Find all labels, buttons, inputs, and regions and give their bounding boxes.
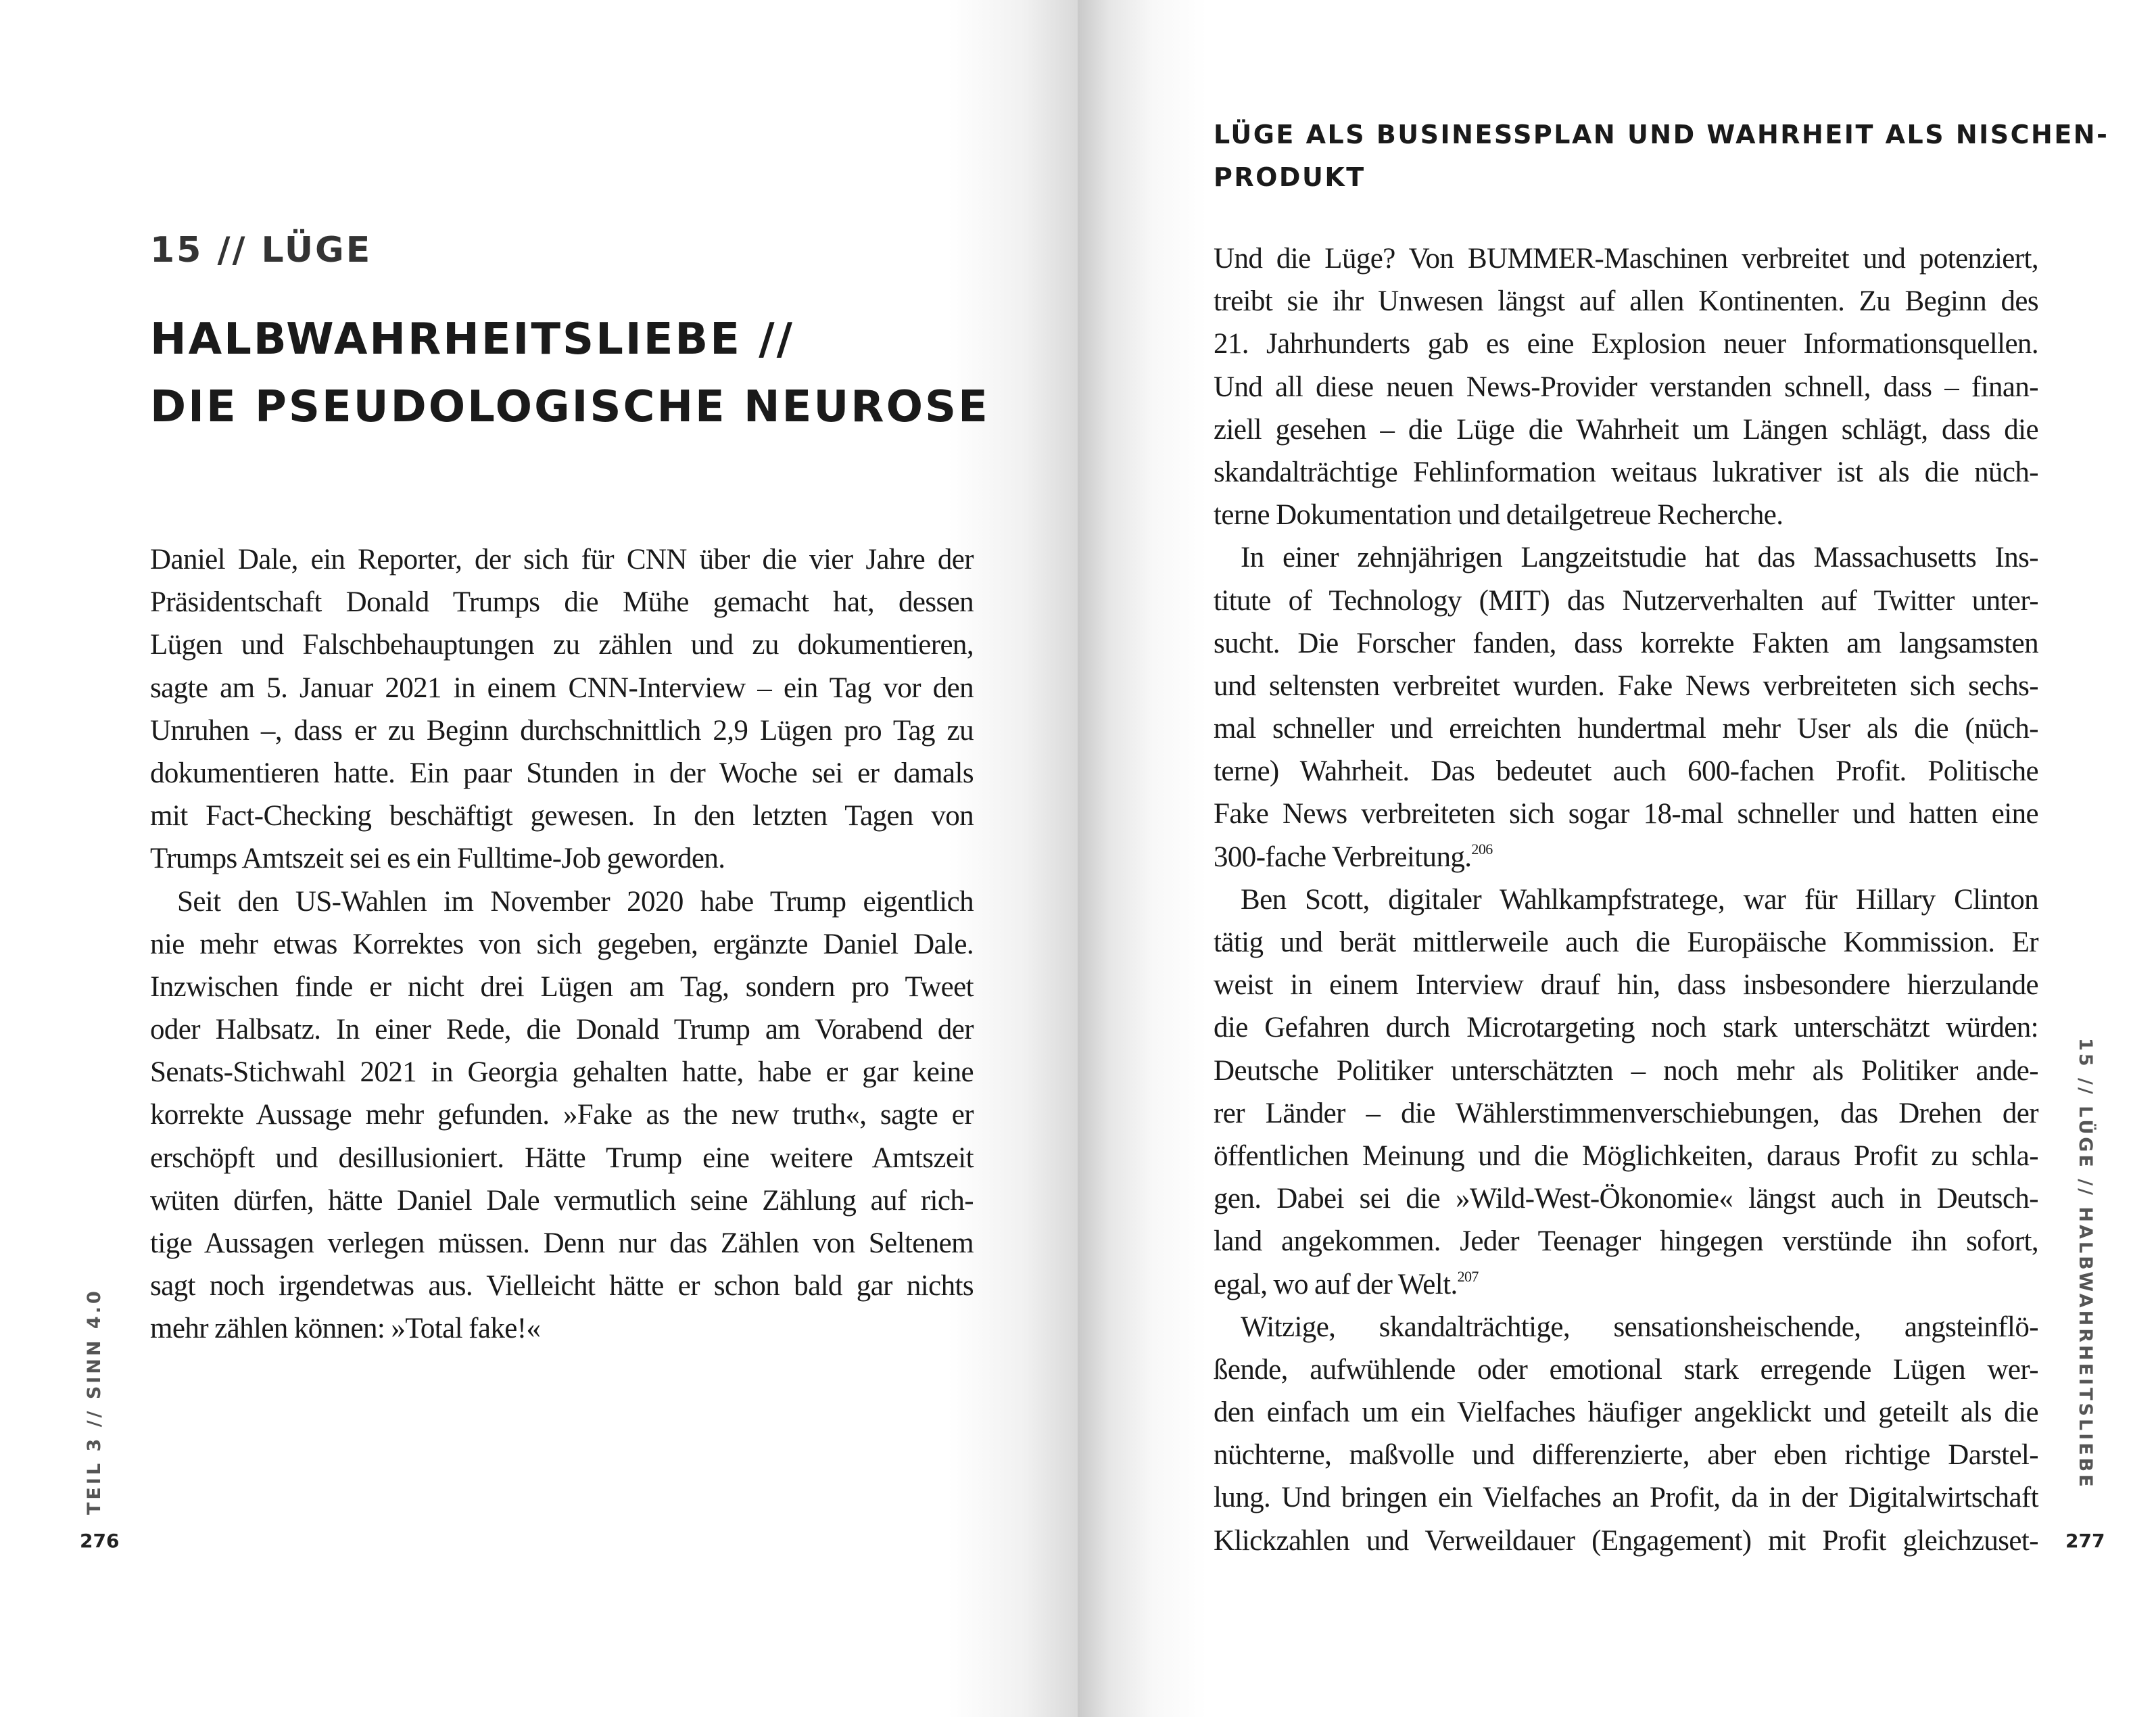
text-line — [1214, 1092, 2038, 1135]
text-line — [150, 966, 974, 1008]
line-text: rer Länder – die Wählerstimmenverschiebungen, das Drehen der — [1214, 1097, 2038, 1129]
section-heading-line: PRODUKT — [1214, 162, 1366, 192]
line-text: egal, wo auf der Welt. — [1214, 1268, 1458, 1300]
paragraph — [1214, 237, 2038, 536]
text-line — [1214, 707, 2038, 750]
line-text: wüten dürfen, hätte Daniel Dale vermutlich seine Zählung auf rich- — [150, 1184, 974, 1217]
paragraph — [1214, 1306, 2038, 1562]
text-line — [1214, 964, 2038, 1006]
text-line — [1214, 280, 2038, 323]
running-head-right: 15 // LÜGE // HALBWAHRHEITSLIEBE — [2075, 1038, 2096, 1490]
line-text: titute of Technology (MIT) das Nutzerverhalten auf Twitter unter- — [1214, 584, 2038, 617]
text-line — [1214, 1263, 2038, 1306]
line-text: sagt noch irgendetwas aus. Vielleicht hätte er schon bald gar nichts — [150, 1270, 974, 1302]
line-text: weist in einem Interview drauf hin, dass insbesondere hierzulande — [1214, 969, 2038, 1002]
line-text: korrekte Aussage mehr gefunden. »Fake as the new truth«, sagte er — [150, 1099, 974, 1131]
line-text: ßende, aufwühlende oder emotional stark erregende Lügen wer- — [1214, 1353, 2038, 1386]
line-text: tige Aussagen verlegen müssen. Denn nur das Zählen von Seltenem — [150, 1227, 974, 1259]
line-text: Daniel Dale, ein Reporter, der sich für CNN über die vier Jahre der — [150, 544, 974, 575]
paragraph — [1214, 878, 2038, 1306]
line-text: Senats-Stichwahl 2021 in Georgia gehalten hatte, habe er gar keine — [150, 1056, 974, 1089]
line-text: dokumentieren hatte. Ein paar Stunden in der Woche sei er damals — [150, 757, 974, 789]
text-line — [1214, 1050, 2038, 1092]
line-text: In einer zehnjährigen Langzeitstudie hat das Massachusetts Ins- — [1241, 542, 2038, 574]
footnote-reference[interactable]: 207 — [1457, 1267, 1479, 1285]
text-line — [1214, 1520, 2038, 1562]
line-text: erschöpft und desillusioniert. Hätte Trump eine weitere Amtszeit — [150, 1142, 974, 1174]
text-line — [1214, 494, 2038, 536]
chapter-label: 15 // LÜGE — [150, 230, 373, 271]
text-line — [1214, 1434, 2038, 1476]
text-line — [1214, 836, 2038, 878]
line-text: Und all diese neuen News-Provider verstanden schnell, dass – finan- — [1214, 371, 2038, 403]
text-line — [1214, 1391, 2038, 1434]
line-text: sagte am 5. Januar 2021 in einem CNN-Interview – ein Tag vor den — [150, 672, 974, 704]
line-text: mit Fact-Checking beschäftigt gewesen. In den letzten Tagen von — [150, 800, 974, 832]
line-text: Unruhen –, dass er zu Beginn durchschnittlich 2,9 Lügen pro Tag zu — [150, 714, 974, 747]
text-line — [150, 1008, 974, 1051]
text-line — [1214, 536, 2038, 579]
text-line — [1214, 1135, 2038, 1177]
text-line — [150, 538, 974, 581]
line-text: Trumps Amtszeit sei es ein Fulltime-Job geworden. — [150, 843, 725, 875]
text-line — [1214, 793, 2038, 835]
line-text: mehr zählen können: »Total fake!« — [150, 1313, 541, 1345]
line-text: oder Halbsatz. In einer Rede, die Donald Trump am Vorabend der — [150, 1014, 974, 1046]
text-line — [150, 752, 974, 795]
line-text: nüchterne, maßvolle und differenzierte, aber eben richtige Darstel- — [1214, 1439, 2038, 1472]
section-heading — [1214, 114, 2109, 199]
text-line — [1214, 366, 2038, 408]
text-line — [1214, 451, 2038, 494]
section-heading-line: LÜGE ALS BUSINESSPLAN UND WAHRHEIT ALS NISCHEN- — [1214, 120, 2109, 149]
text-line — [1214, 1220, 2038, 1263]
line-text: treibt sie ihr Unwesen längst auf allen Kontinenten. Zu Beginn des — [1214, 285, 2038, 318]
text-line — [1214, 1006, 2038, 1049]
line-text: Inzwischen finde er nicht drei Lügen am Tag, sondern pro Tweet — [150, 970, 974, 1003]
text-line — [150, 837, 974, 880]
chapter-title-line: DIE PSEUDOLOGISCHE NEUROSE — [150, 382, 990, 432]
text-line — [150, 709, 974, 752]
page-number-left: 276 — [80, 1530, 120, 1552]
paragraph — [150, 538, 974, 880]
text-line — [1214, 323, 2038, 365]
line-text: Deutsche Politiker unterschätzten – noch mehr als Politiker ande- — [1214, 1054, 2038, 1087]
line-text: sucht. Die Forscher fanden, dass korrekte Fakten am langsamsten — [1214, 627, 2038, 659]
line-text: 21. Jahrhunderts gab es eine Explosion neuer Informationsquellen. — [1214, 328, 2038, 360]
line-text: Lügen und Falschbehauptungen zu zählen und zu dokumentieren, — [150, 629, 974, 661]
chapter-title — [150, 306, 990, 441]
line-text: nie mehr etwas Korrektes von sich gegeben, ergänzte Daniel Dale. — [150, 928, 974, 960]
text-line — [1214, 408, 2038, 451]
text-line — [150, 1222, 974, 1265]
text-line — [1214, 878, 2038, 921]
line-text: Seit den US-Wahlen im November 2020 habe Trump eigentlich — [177, 885, 974, 918]
line-text: land angekommen. Jeder Teenager hingegen verstünde ihn sofort, — [1214, 1225, 2038, 1258]
line-text: Klickzahlen und Verweildauer (Engagement) mit Profit gleichzuset- — [1214, 1524, 2038, 1557]
text-line — [1214, 237, 2038, 280]
line-text: terne) Wahrheit. Das bedeutet auch 600-fachen Profit. Politische — [1214, 755, 2038, 788]
line-text: Fake News verbreiteten sich sogar 18-mal schneller und hatten eine — [1214, 798, 2038, 830]
text-line — [150, 880, 974, 923]
chapter-title-line: HALBWAHRHEITSLIEBE // — [150, 314, 794, 364]
line-text: Und die Lüge? Von BUMMER-Maschinen verbreitet und potenziert, — [1214, 243, 2038, 275]
text-line — [150, 1137, 974, 1179]
line-text: ziell gesehen – die Lüge die Wahrheit um Längen schlägt, dass die — [1214, 413, 2038, 446]
text-line — [1214, 1177, 2038, 1220]
text-line — [150, 923, 974, 966]
text-line — [1214, 1306, 2038, 1348]
text-line — [1214, 921, 2038, 964]
text-line — [150, 1307, 974, 1350]
text-line — [150, 624, 974, 666]
line-text: mal schneller und erreichten hundertmal mehr User als die (nüch- — [1214, 713, 2038, 745]
paragraph — [1214, 536, 2038, 878]
line-text: Präsidentschaft Donald Trumps die Mühe gemacht hat, dessen — [150, 586, 974, 619]
text-line — [150, 1051, 974, 1093]
text-line — [150, 1179, 974, 1222]
text-line — [150, 795, 974, 837]
line-text: gen. Dabei sei die »Wild-West-Ökonomie« längst auch in Deutsch- — [1214, 1183, 2038, 1215]
text-line — [1214, 580, 2038, 622]
text-line — [150, 1093, 974, 1136]
line-text: 300-fache Verbreitung. — [1214, 841, 1472, 873]
line-text: terne Dokumentation und detailgetreue Recherche. — [1214, 499, 1783, 532]
text-line — [1214, 1348, 2038, 1391]
line-text: skandalträchtige Fehlinformation weitaus lukrativer ist als die nüch- — [1214, 456, 2038, 488]
paragraph — [150, 880, 974, 1350]
line-text: und seltensten verbreitet wurden. Fake News verbreiteten sich sechs- — [1214, 669, 2038, 702]
line-text: Ben Scott, digitaler Wahlkampfstratege, war für Hillary Clinton — [1241, 883, 2038, 916]
left-body-text — [150, 538, 974, 1350]
page-number-right: 277 — [2065, 1530, 2105, 1552]
text-line — [1214, 1476, 2038, 1519]
line-text: die Gefahren durch Microtargeting noch stark unterschätzt würden: — [1214, 1012, 2038, 1044]
text-line — [1214, 750, 2038, 793]
text-line — [1214, 622, 2038, 665]
footnote-reference[interactable]: 206 — [1471, 840, 1493, 857]
running-head-left: TEIL 3 // SINN 4.0 — [84, 1288, 105, 1515]
right-body-text — [1214, 237, 2038, 1562]
text-line — [1214, 665, 2038, 707]
text-line — [150, 667, 974, 709]
line-text: lung. Und bringen ein Vielfaches an Profit, da in der Digitalwirtschaft — [1214, 1482, 2038, 1514]
line-text: den einfach um ein Vielfaches häufiger angeklickt und geteilt als die — [1214, 1396, 2038, 1429]
line-text: öffentlichen Meinung und die Möglichkeiten, daraus Profit zu schla- — [1214, 1139, 2038, 1172]
line-text: tätig und berät mittlerweile auch die Europäische Kommission. Er — [1214, 926, 2038, 958]
line-text: Witzige, skandalträchtige, sensationsheischende, angsteinflö- — [1241, 1311, 2038, 1343]
text-line — [150, 581, 974, 624]
text-line — [150, 1265, 974, 1307]
